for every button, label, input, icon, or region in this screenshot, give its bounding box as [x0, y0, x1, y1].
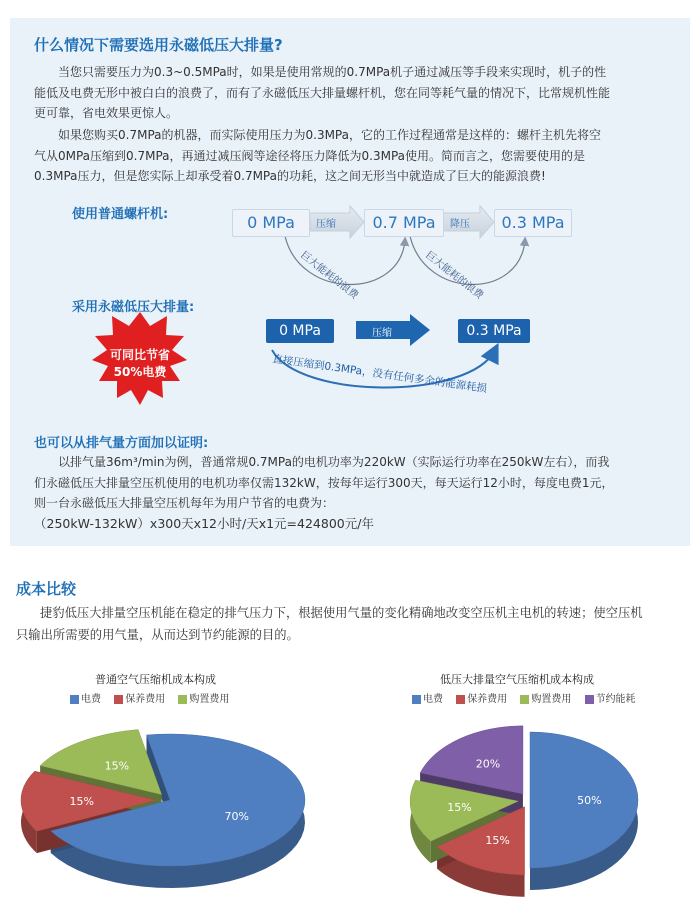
cost-section-title: 成本比较 [16, 580, 77, 598]
text-line: 如果您购买0.7MPa的机器，而实际使用压力为0.3MPa，它的工作过程通常是这样的：螺杆主机先将空 [58, 128, 601, 142]
normal-p0-box: 0 MPa [232, 209, 310, 237]
text-line: 气从0MPa压缩到0.7MPa，再通过减压阀等途径将压力降低为0.3MPa使用。简而言之，您需要使用的是 [34, 148, 586, 163]
legend-label: 购置费用 [189, 694, 230, 705]
proof-paragraph [34, 452, 684, 534]
legend-label: 保养费用 [125, 694, 166, 705]
text-line: 捷豹低压大排量空压机能在稳定的排气压力下，根据使用气量的变化精确地改变空压机主电机的转速；使空压机 [40, 606, 643, 620]
pm-step-label: 压缩 [372, 328, 392, 339]
text-line: 0.3MPa压力，但是您实际上却承受着0.7MPa的功耗，这之间无形当中就造成了巨大的能源浪费! [34, 169, 546, 183]
section-title: 什么情况下需要选用永磁低压大排量? [34, 36, 283, 54]
normal-step1-label: 压缩 [316, 219, 336, 230]
pm-compress-arrow [356, 314, 430, 346]
legend-label: 购置费用 [531, 694, 572, 705]
proof-title: 也可以从排气量方面加以证明: [34, 436, 209, 451]
waste-label-2: 巨大能耗的浪费 [423, 249, 486, 302]
text-line: 只输出所需要的用气量，从而达到节约能源的目的。 [16, 628, 299, 642]
pie-data-label: 70% [224, 809, 249, 823]
text-line: 更可靠，省电效果更惊人。 [34, 106, 179, 120]
text-line: 当您只需要压力为0.3~0.5MPa时，如果是使用常规的0.7MPa机子通过减压等手段来实现时，机子的性 [58, 65, 607, 79]
text-line: 能低及电费无形中被白白的浪费了，而有了永磁低压大排量螺杆机，您在同等耗气量的情况下，比常规机性能 [34, 85, 611, 100]
waste-label-1: 巨大能耗的浪费 [298, 249, 361, 302]
savings-badge-text [104, 347, 176, 381]
pie-data-label: 15% [104, 759, 130, 773]
pie-data-label: 15% [485, 834, 510, 848]
normal-p1-box: 0.7 MPa [364, 209, 444, 237]
chart2-title: 低压大排量空气压缩机成本构成 [440, 673, 594, 686]
text-line: 则一台永磁低压大排量空压机每年为用户节省的电费为： [34, 496, 335, 510]
pie-data-label: 20% [475, 757, 501, 771]
cost-paragraph [16, 602, 691, 646]
pm-p1-box: 0.3 MPa [458, 319, 530, 343]
text-line: 们永磁低压大排量空压机使用的电机功率仅需132kW，按每年运行300天，每天运行12小时，每度电费1元， [34, 475, 614, 490]
pie-data-label: 50% [577, 794, 602, 807]
legend-label: 电费 [423, 694, 443, 705]
pie-charts [0, 700, 700, 914]
pm-direct-note: 直接压缩到0.3MPa，没有任何多余的能源耗损 [271, 353, 488, 396]
flow-pm-label: 采用永磁低压大排量: [72, 300, 195, 315]
legend-label: 节约能耗 [595, 694, 636, 705]
chart1-title: 普通空气压缩机成本构成 [95, 673, 216, 686]
badge-line-1: 可同比节省 [109, 348, 170, 362]
pie-data-label: 15% [447, 801, 472, 815]
legend-label: 保养费用 [467, 694, 508, 705]
proof-formula: （250kW-132kW）x300天x12小时/天x1元=424800元/年 [34, 515, 374, 531]
text-line: 以排气量36m³/min为例，普通常规0.7MPa的电机功率为220kW（实际运行功率在250kW左右），而我 [58, 455, 610, 469]
pie-data-label: 15% [69, 794, 94, 808]
legend-label: 电费 [81, 694, 101, 705]
normal-p2-box: 0.3 MPa [494, 209, 572, 237]
badge-line-2: 50%电费 [113, 365, 167, 379]
pm-p0-box: 0 MPa [266, 319, 334, 343]
flow-normal-label: 使用普通螺杆机: [72, 207, 169, 222]
normal-step2-label: 降压 [450, 219, 470, 230]
